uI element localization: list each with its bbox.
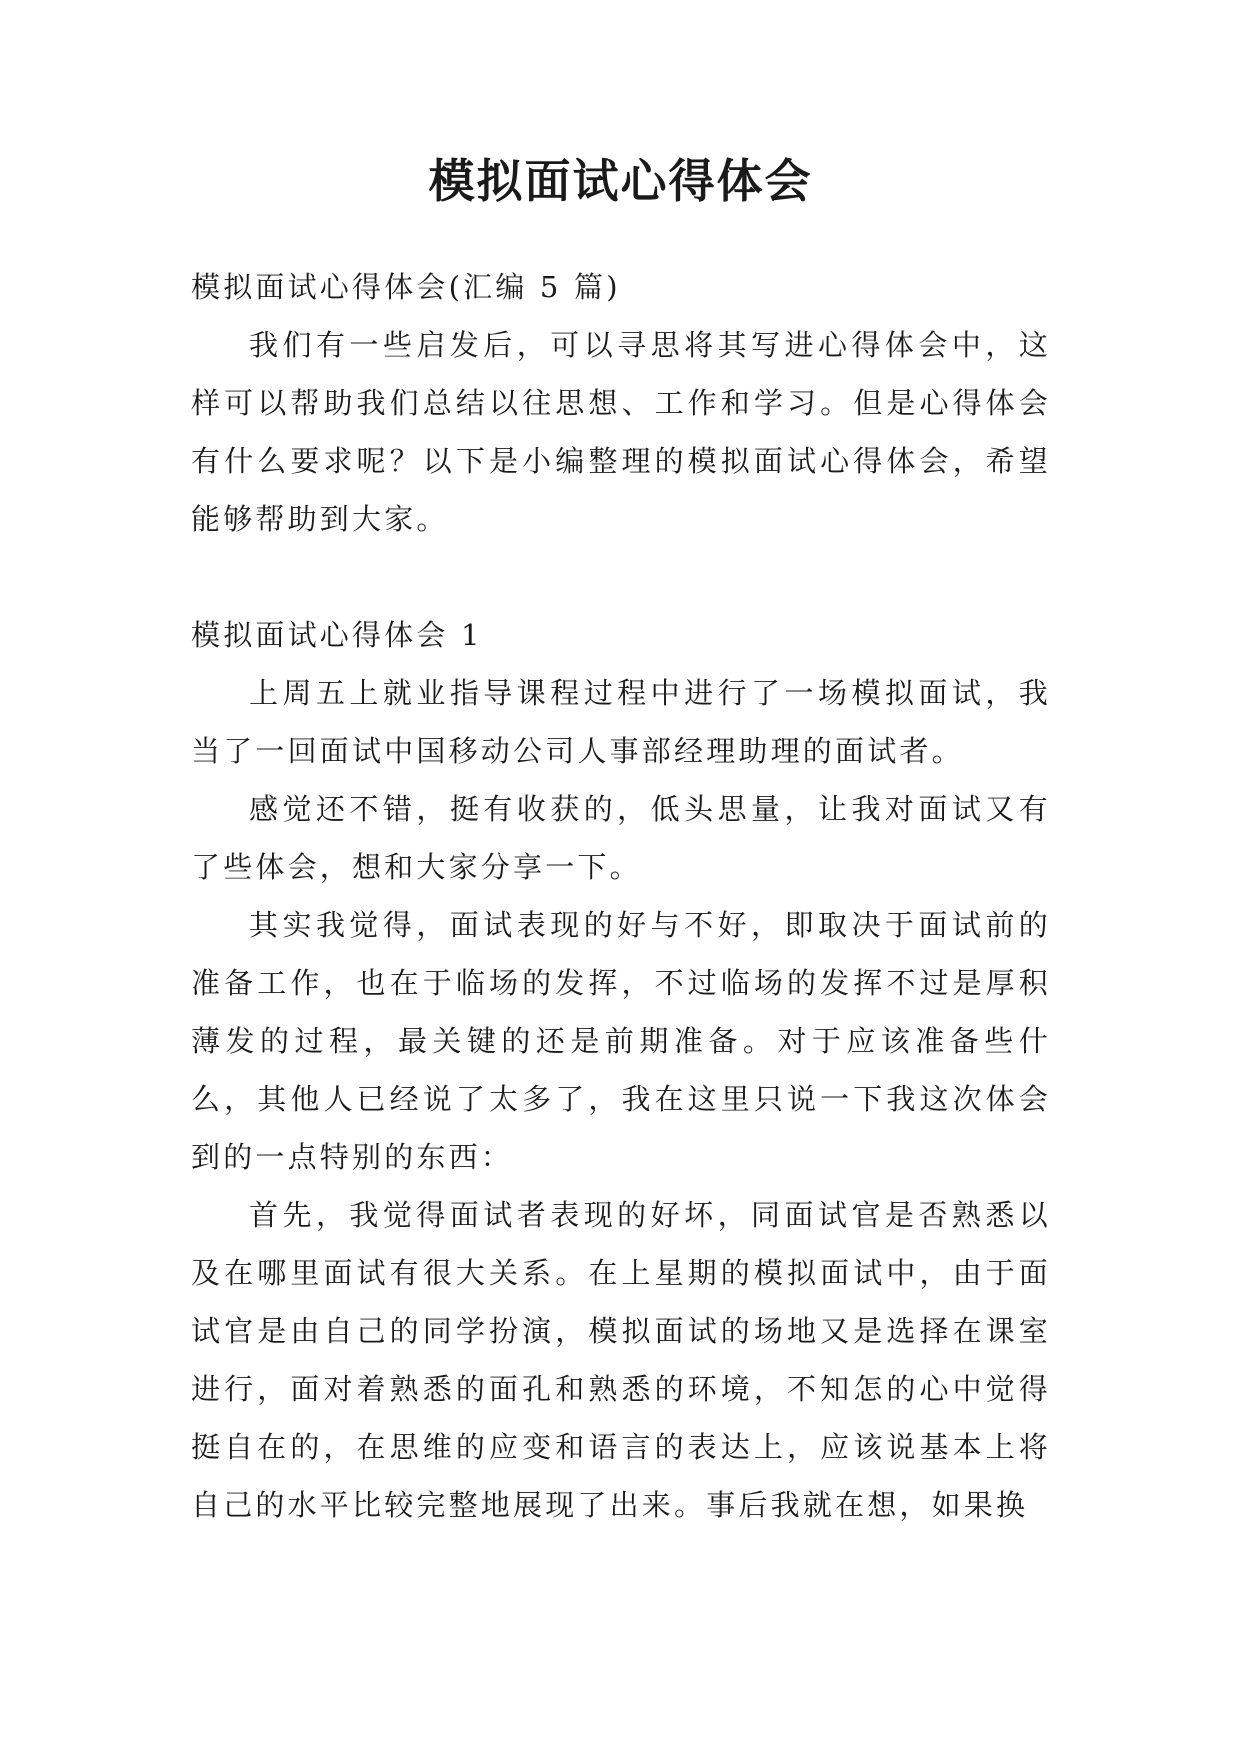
body-paragraph: 上周五上就业指导课程过程中进行了一场模拟面试，我当了一回面试中国移动公司人事部经理助理的面试者。 [191, 676, 1051, 768]
section-spacer [191, 548, 1051, 606]
intro-paragraph: 我们有一些启发后，可以寻思将其写进心得体会中，这样可以帮助我们总结以往思想、工作和学习。但是心得体会有什么要求呢？以下是小编整理的模拟面试心得体会，希望能够帮助到大家。 [191, 328, 1051, 536]
body-paragraph: 其实我觉得，面试表现的好与不好，即取决于面试前的准备工作，也在于临场的发挥，不过临场的发挥不过是厚积薄发的过程，最关键的还是前期准备。对于应该准备些什么，其他人已经说了太多了，我在这里只说一下我这次体会到的一点特别的东西： [191, 908, 1051, 1174]
section-heading: 模拟面试心得体会 1 [191, 618, 483, 652]
document-body [191, 258, 1051, 1534]
document-subtitle: 模拟面试心得体会(汇编 5 篇) [191, 270, 621, 304]
body-paragraph: 感觉还不错，挺有收获的，低头思量，让我对面试又有了些体会，想和大家分享一下。 [191, 792, 1051, 884]
document-title: 模拟面试心得体会 [428, 154, 813, 208]
body-paragraph: 首先，我觉得面试者表现的好坏，同面试官是否熟悉以及在哪里面试有很大关系。在上星期的模拟面试中，由于面试官是由自己的同学扮演，模拟面试的场地又是选择在课室进行，面对着熟悉的面孔和熟悉的环境，不知怎的心中觉得挺自在的，在思维的应变和语言的表达上，应该说基本上将自己的水平比较完整地展现了出来。事后我就在想，如果换 [191, 1198, 1051, 1522]
